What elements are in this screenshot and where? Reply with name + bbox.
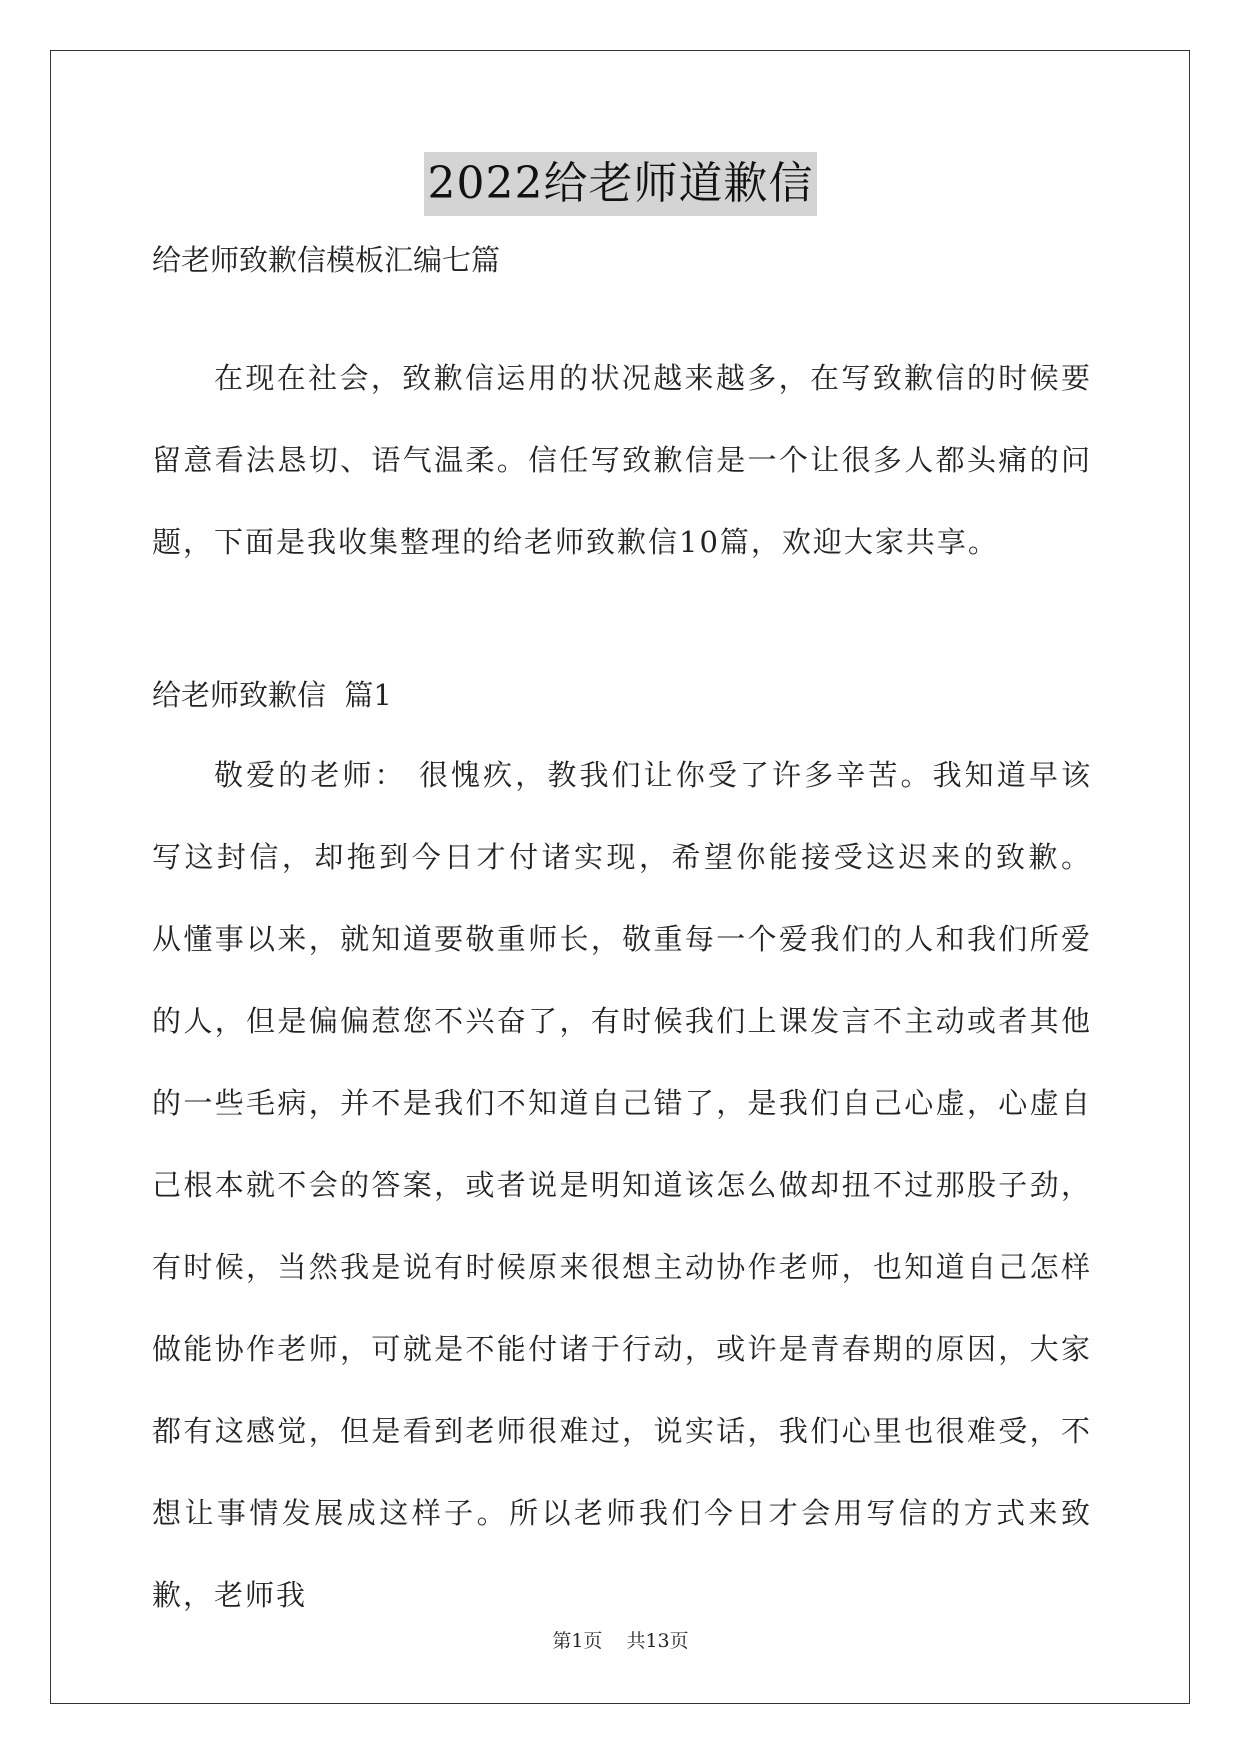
page-footer: [0, 1626, 1241, 1653]
letter-paragraph: 敬爱的老师： 很愧疚，教我们让你受了许多辛苦。我知道早该写这封信，却拖到今日才付诸实现，希望你能接受这迟来的致歉。 从懂事以来，就知道要敬重师长，敬重每一个爱我们的人和我们所爱的人，但是偏偏惹您不兴奋了，有时候我们上课发言不主动或者其他的一些毛病，并不是我们不知道自己错了，是我们自己心虚，心虚自己根本就不会的答案，或者说是明知道该怎么做却扭不过那股子劲，有时候，当然我是说有时候原来很想主动协作老师，也知道自己怎样做能协作老师，可就是不能付诸于行动，或许是青春期的原因，大家都有这感觉，但是看到老师很难过，说实话，我们心里也很难受，不想让事情发展成这样子。所以老师我们今日才会用写信的方式来致歉，老师我: [152, 758, 1092, 1612]
page-number: 第1页: [552, 1630, 603, 1652]
title-container: [0, 152, 1241, 216]
document-subtitle: 给老师致歉信模板汇编七篇: [152, 243, 501, 277]
section-heading: 给老师致歉信 篇1: [152, 678, 392, 712]
letter-section: [152, 734, 1092, 1636]
document-title: 2022给老师道歉信: [424, 152, 818, 216]
intro-section: [152, 337, 1092, 583]
page-total: 共13页: [626, 1630, 689, 1652]
intro-paragraph: 在现在社会，致歉信运用的状况越来越多，在写致歉信的时候要留意看法恳切、语气温柔。信任写致歉信是一个让很多人都头痛的问题，下面是我收集整理的给老师致歉信10篇，欢迎大家共享。: [152, 361, 1092, 559]
